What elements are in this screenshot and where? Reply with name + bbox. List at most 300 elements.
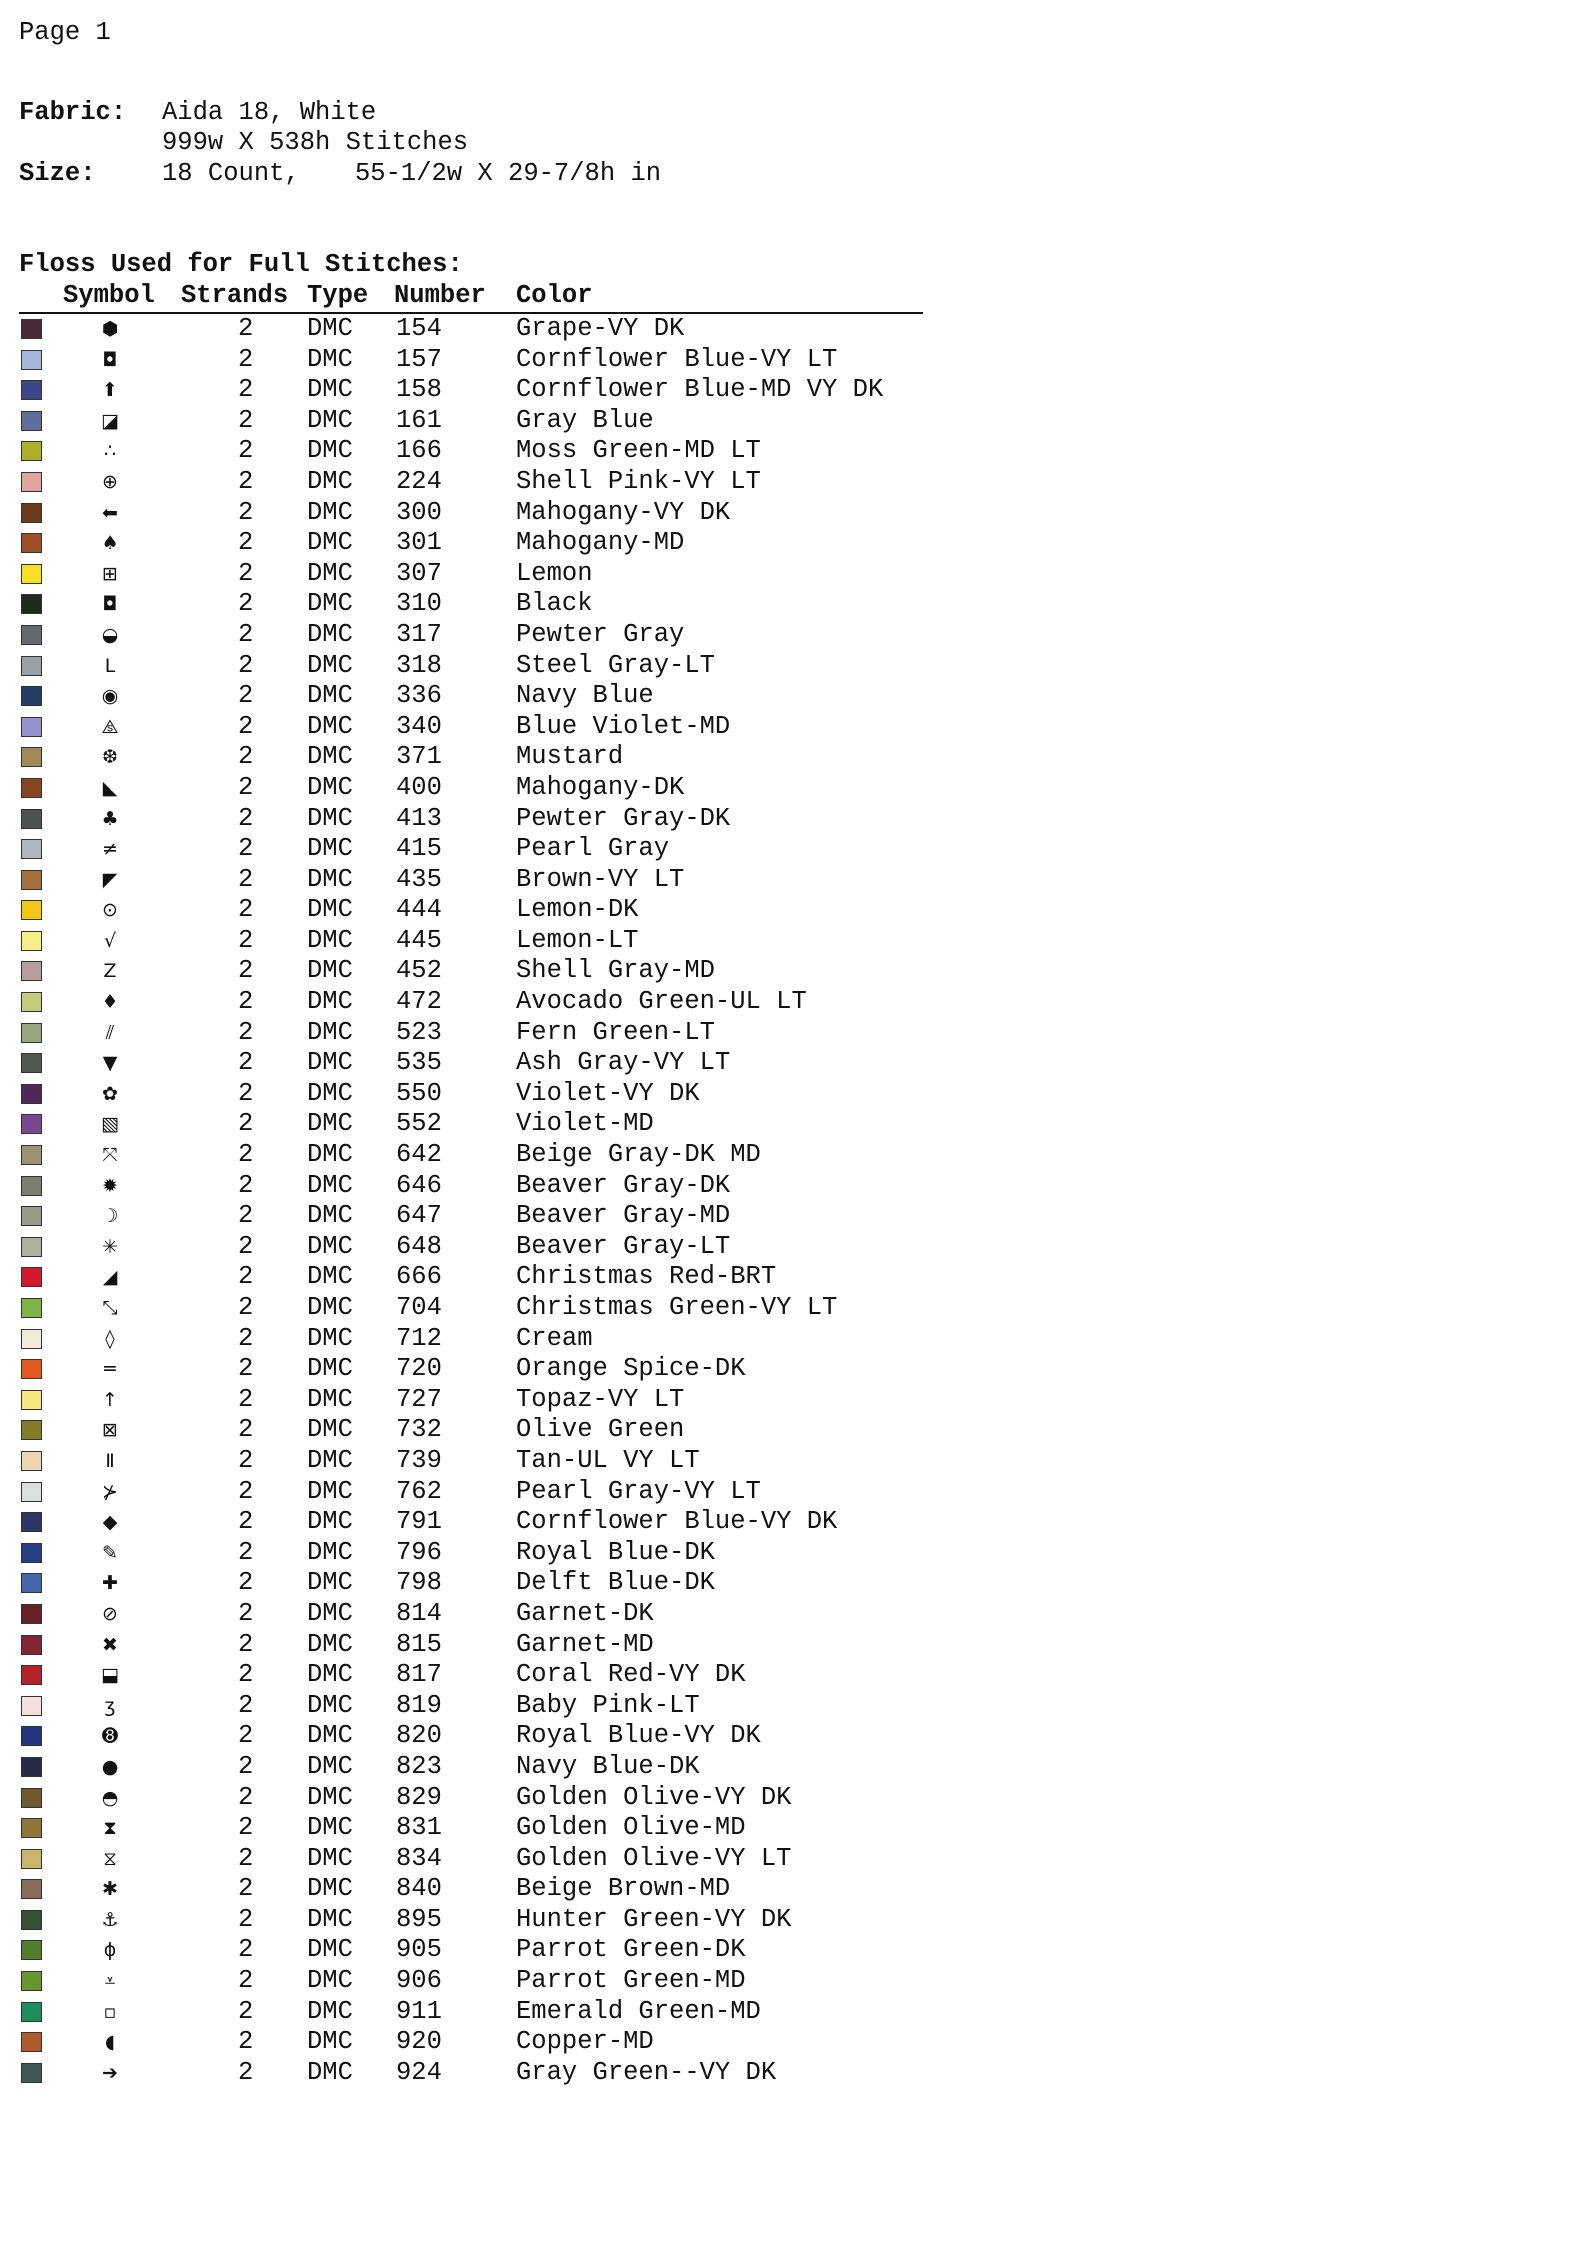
color-name-cell: Mustard xyxy=(516,742,624,772)
color-name-cell: Gray Green--VY DK xyxy=(516,2057,777,2087)
type-cell: DMC xyxy=(307,1170,353,1200)
type-cell: DMC xyxy=(307,987,353,1017)
strands-cell: 2 xyxy=(238,1262,254,1292)
anchor-icon: ⚓ xyxy=(101,1908,119,1931)
half-circle-icon: ◒ xyxy=(101,623,119,646)
color-swatch xyxy=(21,870,42,890)
number-cell: 166 xyxy=(396,436,442,466)
number-cell: 158 xyxy=(396,375,442,405)
color-name-cell: Shell Pink-VY LT xyxy=(516,466,761,496)
color-swatch xyxy=(21,1788,42,1808)
check-root-icon: √ xyxy=(103,929,117,952)
color-swatch xyxy=(21,1818,42,1838)
fan-icon: ⩡ xyxy=(104,1970,116,1993)
color-name-cell: Garnet-DK xyxy=(516,1598,654,1628)
asterisk-icon: ✱ xyxy=(102,1878,118,1901)
color-swatch xyxy=(21,1573,42,1593)
color-swatch xyxy=(21,1971,42,1991)
color-swatch xyxy=(21,1482,42,1502)
color-name-cell: Beaver Gray-LT xyxy=(516,1231,731,1261)
squared-plus-icon: ⊞ xyxy=(102,562,118,585)
table-row xyxy=(0,620,1588,651)
type-cell: DMC xyxy=(307,1476,353,1506)
type-cell: DMC xyxy=(307,466,353,496)
snowflake-icon: ❆ xyxy=(102,746,118,769)
half-square-icon: ◪ xyxy=(101,409,119,432)
strands-cell: 2 xyxy=(238,1078,254,1108)
number-cell: 712 xyxy=(396,1323,442,1353)
type-cell: DMC xyxy=(307,558,353,588)
phi-icon: ɸ xyxy=(103,1939,117,1962)
number-cell: 831 xyxy=(396,1813,442,1843)
type-cell: DMC xyxy=(307,2057,353,2087)
number-cell: 157 xyxy=(396,344,442,374)
fabric-label: Fabric: xyxy=(19,98,127,127)
strands-cell: 2 xyxy=(238,681,254,711)
color-name-cell: Lemon-LT xyxy=(516,925,639,955)
inverse-square-icon: ◘ xyxy=(102,593,118,616)
table-row xyxy=(0,559,1588,590)
half-moon-icon: ◖ xyxy=(104,2031,115,2054)
number-cell: 920 xyxy=(396,2027,442,2057)
color-swatch xyxy=(21,350,42,370)
strands-cell: 2 xyxy=(238,1690,254,1720)
color-name-cell: Christmas Green-VY LT xyxy=(516,1293,838,1322)
number-cell: 413 xyxy=(396,803,442,833)
color-name-cell: Parrot Green-DK xyxy=(516,1935,746,1965)
column-header-color: Color xyxy=(516,281,593,310)
diamond-outline-icon: ◊ xyxy=(105,1327,115,1350)
number-cell: 895 xyxy=(396,1904,442,1934)
color-name-cell: Cornflower Blue-VY DK xyxy=(516,1507,838,1537)
arrow-up-thin-icon: ↑ xyxy=(102,1388,118,1411)
table-row xyxy=(0,895,1588,926)
color-name-cell: Mahogany-DK xyxy=(516,772,685,802)
table-row xyxy=(0,498,1588,529)
strands-cell: 2 xyxy=(238,1966,254,1996)
color-swatch xyxy=(21,1390,42,1410)
ezh-icon: ʒ xyxy=(104,1694,116,1717)
color-swatch xyxy=(21,533,42,553)
type-cell: DMC xyxy=(307,711,353,741)
table-row xyxy=(0,1752,1588,1783)
number-cell: 523 xyxy=(396,1017,442,1047)
strands-cell: 2 xyxy=(238,1201,254,1231)
strands-cell: 2 xyxy=(238,1721,254,1751)
table-row xyxy=(0,1171,1588,1202)
type-cell: DMC xyxy=(307,803,353,833)
table-row xyxy=(0,467,1588,498)
strands-cell: 2 xyxy=(238,436,254,466)
table-row xyxy=(0,1935,1588,1966)
strands-cell: 2 xyxy=(238,2057,254,2087)
table-row xyxy=(0,1905,1588,1936)
dumbbell-icon: ⤡ xyxy=(102,1297,118,1319)
color-name-cell: Pewter Gray-DK xyxy=(516,803,731,833)
color-swatch xyxy=(21,1053,42,1073)
number-cell: 739 xyxy=(396,1445,442,1475)
three-dots-icon: ∴ xyxy=(103,440,117,463)
strands-cell: 2 xyxy=(238,1140,254,1170)
table-row xyxy=(0,1048,1588,1079)
strands-cell: 2 xyxy=(238,1537,254,1567)
color-swatch xyxy=(21,900,42,920)
type-cell: DMC xyxy=(307,742,353,772)
type-cell: DMC xyxy=(307,772,353,802)
table-row xyxy=(0,681,1588,712)
number-cell: 823 xyxy=(396,1751,442,1781)
color-swatch xyxy=(21,1420,42,1440)
table-row xyxy=(0,1568,1588,1599)
color-name-cell: Topaz-VY LT xyxy=(516,1384,685,1414)
color-swatch xyxy=(21,961,42,981)
color-swatch xyxy=(21,1665,42,1685)
strands-cell: 2 xyxy=(238,1629,254,1659)
type-cell: DMC xyxy=(307,619,353,649)
type-cell: DMC xyxy=(307,1048,353,1078)
color-name-cell: Pewter Gray xyxy=(516,619,685,649)
color-name-cell: Blue Violet-MD xyxy=(516,711,731,741)
color-swatch xyxy=(21,747,42,767)
color-swatch xyxy=(21,472,42,492)
strands-cell: 2 xyxy=(238,1751,254,1781)
color-swatch xyxy=(21,319,42,339)
boxed-star-icon: ⊠ xyxy=(102,1419,118,1442)
number-cell: 400 xyxy=(396,772,442,802)
type-cell: DMC xyxy=(307,1721,353,1751)
strands-cell: 2 xyxy=(238,1048,254,1078)
table-row xyxy=(0,773,1588,804)
type-cell: DMC xyxy=(307,405,353,435)
table-row xyxy=(0,1660,1588,1691)
circled-slash-icon: ⊘ xyxy=(102,1602,118,1625)
table-row xyxy=(0,1997,1588,2028)
strands-cell: 2 xyxy=(238,742,254,772)
number-cell: 817 xyxy=(396,1660,442,1690)
number-cell: 732 xyxy=(396,1415,442,1445)
number-cell: 550 xyxy=(396,1078,442,1108)
color-name-cell: Golden Olive-MD xyxy=(516,1813,746,1843)
color-swatch xyxy=(21,503,42,523)
type-cell: DMC xyxy=(307,1507,353,1537)
number-cell: 720 xyxy=(396,1354,442,1384)
color-swatch xyxy=(21,1114,42,1134)
stitch-count: 999w X 538h Stitches xyxy=(162,128,469,157)
type-cell: DMC xyxy=(307,436,353,466)
color-swatch xyxy=(21,2002,42,2022)
color-swatch xyxy=(21,686,42,706)
column-header-symbol: Symbol xyxy=(63,281,155,310)
color-name-cell: Grape-VY DK xyxy=(516,314,685,343)
color-swatch xyxy=(21,1849,42,1869)
type-cell: DMC xyxy=(307,1293,353,1322)
table-row xyxy=(0,1783,1588,1814)
type-cell: DMC xyxy=(307,1445,353,1475)
strands-cell: 2 xyxy=(238,987,254,1017)
size-dimensions: 55-1/2w X 29-7/8h in xyxy=(355,159,662,188)
color-name-cell: Emerald Green-MD xyxy=(516,1996,761,2026)
type-cell: DMC xyxy=(307,956,353,986)
number-cell: 415 xyxy=(396,834,442,864)
table-row xyxy=(0,1232,1588,1263)
number-cell: 666 xyxy=(396,1262,442,1292)
color-swatch xyxy=(21,1604,42,1624)
color-swatch xyxy=(21,1145,42,1165)
number-cell: 924 xyxy=(396,2057,442,2087)
type-cell: DMC xyxy=(307,1017,353,1047)
number-cell: 642 xyxy=(396,1140,442,1170)
type-cell: DMC xyxy=(307,589,353,619)
color-name-cell: Pearl Gray xyxy=(516,834,670,864)
table-row xyxy=(0,589,1588,620)
table-row xyxy=(0,1262,1588,1293)
number-cell: 224 xyxy=(396,466,442,496)
number-cell: 646 xyxy=(396,1170,442,1200)
type-cell: DMC xyxy=(307,1782,353,1812)
color-swatch xyxy=(21,1543,42,1563)
color-name-cell: Cornflower Blue-VY LT xyxy=(516,344,838,374)
table-row xyxy=(0,834,1588,865)
strands-cell: 2 xyxy=(238,1507,254,1537)
table-row xyxy=(0,987,1588,1018)
table-row xyxy=(0,1018,1588,1049)
color-swatch xyxy=(21,717,42,737)
strands-cell: 2 xyxy=(238,1568,254,1598)
strands-cell: 2 xyxy=(238,1109,254,1139)
strands-cell: 2 xyxy=(238,834,254,864)
type-cell: DMC xyxy=(307,1904,353,1934)
circled-plus-icon: ⊕ xyxy=(102,470,118,493)
not-equal-icon: ≠ xyxy=(102,838,118,861)
strands-cell: 2 xyxy=(238,466,254,496)
color-name-cell: Cornflower Blue-MD VY DK xyxy=(516,375,884,405)
number-cell: 727 xyxy=(396,1384,442,1414)
strands-cell: 2 xyxy=(238,528,254,558)
hourglass-icon: ⧖ xyxy=(103,1847,117,1870)
table-row xyxy=(0,1844,1588,1875)
corner-triangle-icon: ◤ xyxy=(102,868,118,891)
pillar-icon: Ⅱ xyxy=(105,1449,115,1472)
color-name-cell: Moss Green-MD LT xyxy=(516,436,761,466)
color-swatch xyxy=(21,839,42,859)
strands-cell: 2 xyxy=(238,711,254,741)
color-swatch xyxy=(21,1298,42,1318)
small-square-icon: ▫ xyxy=(103,2000,117,2023)
number-cell: 820 xyxy=(396,1721,442,1751)
strands-cell: 2 xyxy=(238,589,254,619)
table-row xyxy=(0,1477,1588,1508)
table-row xyxy=(0,1599,1588,1630)
number-cell: 307 xyxy=(396,558,442,588)
table-row xyxy=(0,926,1588,957)
pencil-icon: ✎ xyxy=(102,1541,118,1564)
diamond-icon: ◆ xyxy=(102,1511,118,1534)
type-cell: DMC xyxy=(307,1323,353,1353)
type-cell: DMC xyxy=(307,1109,353,1139)
color-name-cell: Black xyxy=(516,589,593,619)
color-swatch xyxy=(21,1023,42,1043)
heavy-x-icon: ✖ xyxy=(102,1633,118,1656)
strands-cell: 2 xyxy=(238,1293,254,1322)
color-name-cell: Garnet-MD xyxy=(516,1629,654,1659)
arrow-left-icon: ⬅ xyxy=(102,501,118,524)
table-row xyxy=(0,1079,1588,1110)
table-row xyxy=(0,804,1588,835)
color-swatch xyxy=(21,1237,42,1257)
strands-cell: 2 xyxy=(238,1445,254,1475)
color-name-cell: Olive Green xyxy=(516,1415,685,1445)
table-row xyxy=(0,865,1588,896)
strands-cell: 2 xyxy=(238,375,254,405)
type-cell: DMC xyxy=(307,2027,353,2057)
type-cell: DMC xyxy=(307,528,353,558)
drop-icon: ♦ xyxy=(101,991,119,1014)
table-row xyxy=(0,1324,1588,1355)
type-cell: DMC xyxy=(307,1843,353,1873)
color-swatch xyxy=(21,2032,42,2052)
number-cell: 535 xyxy=(396,1048,442,1078)
table-row xyxy=(0,1385,1588,1416)
table-row xyxy=(0,1874,1588,1905)
letter-z-icon: Z xyxy=(103,960,117,983)
type-cell: DMC xyxy=(307,834,353,864)
strands-cell: 2 xyxy=(238,619,254,649)
number-cell: 452 xyxy=(396,956,442,986)
asterisk-star-icon: ✳ xyxy=(102,1235,118,1258)
table-row xyxy=(0,1354,1588,1385)
table-row xyxy=(0,1691,1588,1722)
number-cell: 445 xyxy=(396,925,442,955)
number-cell: 435 xyxy=(396,864,442,894)
color-name-cell: Golden Olive-VY LT xyxy=(516,1843,792,1873)
type-cell: DMC xyxy=(307,1415,353,1445)
strands-cell: 2 xyxy=(238,650,254,680)
number-cell: 317 xyxy=(396,619,442,649)
flower-icon: ✿ xyxy=(102,1082,118,1105)
strands-cell: 2 xyxy=(238,1782,254,1812)
club-icon: ♣ xyxy=(101,807,119,830)
color-name-cell: Beaver Gray-DK xyxy=(516,1170,731,1200)
color-name-cell: Lemon xyxy=(516,558,593,588)
color-name-cell: Parrot Green-MD xyxy=(516,1966,746,1996)
color-name-cell: Ash Gray-VY LT xyxy=(516,1048,731,1078)
color-swatch xyxy=(21,625,42,645)
type-cell: DMC xyxy=(307,344,353,374)
type-cell: DMC xyxy=(307,1568,353,1598)
strands-cell: 2 xyxy=(238,405,254,435)
strands-cell: 2 xyxy=(238,925,254,955)
size-count: 18 Count, xyxy=(162,159,300,188)
number-cell: 840 xyxy=(396,1874,442,1904)
strands-cell: 2 xyxy=(238,1323,254,1353)
type-cell: DMC xyxy=(307,1935,353,1965)
number-cell: 814 xyxy=(396,1598,442,1628)
color-swatch xyxy=(21,1176,42,1196)
strands-cell: 2 xyxy=(238,1231,254,1261)
type-cell: DMC xyxy=(307,681,353,711)
table-row xyxy=(0,345,1588,376)
color-swatch xyxy=(21,594,42,614)
circled-eight-icon: ➑ xyxy=(102,1725,118,1748)
table-row xyxy=(0,1415,1588,1446)
strands-cell: 2 xyxy=(238,558,254,588)
table-row xyxy=(0,1293,1588,1324)
color-name-cell: Navy Blue-DK xyxy=(516,1751,700,1781)
strands-cell: 2 xyxy=(238,1170,254,1200)
table-row xyxy=(0,651,1588,682)
number-cell: 301 xyxy=(396,528,442,558)
bold-plus-icon: ✚ xyxy=(102,1572,118,1595)
color-swatch xyxy=(21,1940,42,1960)
strands-cell: 2 xyxy=(238,772,254,802)
strands-cell: 2 xyxy=(238,1598,254,1628)
table-row xyxy=(0,1109,1588,1140)
type-cell: DMC xyxy=(307,375,353,405)
color-swatch xyxy=(21,1512,42,1532)
spade-icon: ♠ xyxy=(101,532,119,555)
color-name-cell: Royal Blue-DK xyxy=(516,1537,715,1567)
strands-cell: 2 xyxy=(238,1660,254,1690)
color-swatch xyxy=(21,656,42,676)
color-name-cell: Baby Pink-LT xyxy=(516,1690,700,1720)
color-swatch xyxy=(21,1267,42,1287)
color-name-cell: Orange Spice-DK xyxy=(516,1354,746,1384)
type-cell: DMC xyxy=(307,1629,353,1659)
color-name-cell: Mahogany-VY DK xyxy=(516,497,731,527)
type-cell: DMC xyxy=(307,1384,353,1414)
strands-cell: 2 xyxy=(238,864,254,894)
color-name-cell: Pearl Gray-VY LT xyxy=(516,1476,761,1506)
hatched-square-icon: ▧ xyxy=(101,1113,119,1136)
type-cell: DMC xyxy=(307,1751,353,1781)
color-name-cell: Lemon-DK xyxy=(516,895,639,925)
type-cell: DMC xyxy=(307,1262,353,1292)
number-cell: 552 xyxy=(396,1109,442,1139)
letter-l-icon: L xyxy=(104,654,116,677)
filled-circle-icon: ● xyxy=(101,1755,119,1778)
number-cell: 905 xyxy=(396,1935,442,1965)
strands-cell: 2 xyxy=(238,1874,254,1904)
square-dot-icon: ◘ xyxy=(102,348,118,371)
quarter-circle-icon: ◢ xyxy=(102,1266,118,1289)
strands-cell: 2 xyxy=(238,1996,254,2026)
arrow-right-icon: ➔ xyxy=(102,2061,118,2084)
number-cell: 300 xyxy=(396,497,442,527)
number-cell: 911 xyxy=(396,1996,442,2026)
fabric-value: Aida 18, White xyxy=(162,98,377,127)
strands-cell: 2 xyxy=(238,1384,254,1414)
dome-icon: ◓ xyxy=(101,1786,119,1809)
ring-icon: ◉ xyxy=(101,685,119,708)
color-swatch xyxy=(21,931,42,951)
type-cell: DMC xyxy=(307,1140,353,1170)
color-name-cell: Fern Green-LT xyxy=(516,1017,715,1047)
color-name-cell: Avocado Green-UL LT xyxy=(516,987,807,1017)
color-name-cell: Royal Blue-VY DK xyxy=(516,1721,761,1751)
color-name-cell: Delft Blue-DK xyxy=(516,1568,715,1598)
type-cell: DMC xyxy=(307,1354,353,1384)
number-cell: 318 xyxy=(396,650,442,680)
color-name-cell: Navy Blue xyxy=(516,681,654,711)
color-swatch xyxy=(21,411,42,431)
arrow-up-icon: ⬆ xyxy=(102,379,118,402)
table-row xyxy=(0,375,1588,406)
color-name-cell: Gray Blue xyxy=(516,405,654,435)
crescent-icon: ☽ xyxy=(101,1205,119,1228)
column-header-number: Number xyxy=(394,281,486,310)
triple-dome-icon: ⧗ xyxy=(103,1817,117,1840)
table-row xyxy=(0,436,1588,467)
